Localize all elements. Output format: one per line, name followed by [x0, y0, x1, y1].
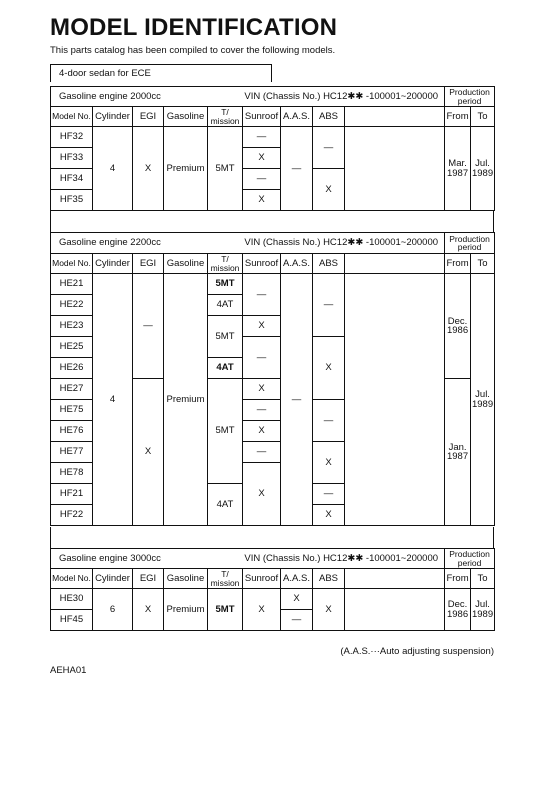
from-cell: Dec. 1986 [445, 274, 471, 379]
egi-cell: X [133, 379, 164, 526]
model-cell: HF45 [51, 610, 93, 631]
production-period-header: Production period [445, 549, 495, 569]
to-header: To [471, 569, 495, 589]
model-cell: HF35 [51, 190, 93, 211]
to-header: To [471, 107, 495, 127]
blank-column [345, 569, 445, 589]
model-cell: HE27 [51, 379, 93, 400]
egi-header: EGI [133, 107, 164, 127]
model-no-header: Model No. [51, 569, 93, 589]
transmission-cell: 4AT [208, 295, 243, 316]
from-cell: Mar. 1987 [445, 127, 471, 211]
aas-cell: — [281, 274, 313, 526]
egi-cell: X [133, 127, 164, 211]
body-type-label: 4-door sedan for ECE [50, 64, 272, 82]
sunroof-cell: — [243, 400, 281, 421]
abs-header: ABS [313, 254, 345, 274]
production-period-header: Production period [445, 233, 495, 254]
sunroof-cell: X [243, 316, 281, 337]
blank-cell [345, 274, 445, 526]
from-cell: Jan. 1987 [445, 379, 471, 526]
abs-cell: X [313, 337, 345, 400]
cylinder-header: Cylinder [93, 254, 133, 274]
vin-label: VIN (Chassis No.) HC12✱✱ -100001~200000 [208, 233, 445, 254]
sunroof-cell: — [243, 169, 281, 190]
abs-cell: X [313, 442, 345, 484]
cylinder-cell: 6 [93, 589, 133, 631]
spec-table-2200cc [50, 232, 495, 526]
egi-cell: X [133, 589, 164, 631]
egi-header: EGI [133, 569, 164, 589]
page-title: MODEL IDENTIFICATION [50, 14, 338, 41]
model-cell: HE77 [51, 442, 93, 463]
production-period-header: Production period [445, 87, 495, 107]
transmission-header: T/ mission [208, 107, 243, 127]
aas-header: A.A.S. [281, 254, 313, 274]
gasoline-cell: Premium [164, 274, 208, 526]
to-cell: Jul. 1989 [471, 127, 495, 211]
model-cell: HE30 [51, 589, 93, 610]
egi-header: EGI [133, 254, 164, 274]
model-cell: HE75 [51, 400, 93, 421]
abs-cell: X [313, 505, 345, 526]
sunroof-cell: X [243, 463, 281, 526]
model-cell: HE78 [51, 463, 93, 484]
transmission-cell: 5MT [208, 316, 243, 358]
from-cell: Dec. 1986 [445, 589, 471, 631]
transmission-cell: 5MT [208, 589, 243, 631]
spec-table-3000cc [50, 548, 495, 631]
abs-cell: — [313, 484, 345, 505]
gasoline-cell: Premium [164, 589, 208, 631]
to-header: To [471, 254, 495, 274]
model-no-header: Model No. [51, 254, 93, 274]
abs-cell: X [313, 169, 345, 211]
gasoline-cell: Premium [164, 127, 208, 211]
sunroof-header: Sunroof [243, 107, 281, 127]
sunroof-cell: — [243, 127, 281, 148]
blank-cell [345, 589, 445, 631]
egi-cell: — [133, 274, 164, 379]
abs-header: ABS [313, 107, 345, 127]
vin-label: VIN (Chassis No.) HC12✱✱ -100001~200000 [208, 549, 445, 569]
catalog-code: AEHA01 [50, 665, 87, 676]
sunroof-cell: — [243, 337, 281, 379]
model-cell: HF32 [51, 127, 93, 148]
model-cell: HF21 [51, 484, 93, 505]
engine-label: Gasoline engine 2000cc [51, 87, 208, 107]
to-cell: Jul. 1989 [471, 589, 495, 631]
spec-table-2000cc [50, 86, 495, 211]
model-cell: HE25 [51, 337, 93, 358]
to-cell: Jul. 1989 [471, 274, 495, 526]
page-subtitle: This parts catalog has been compiled to cover the following models. [50, 45, 336, 56]
sunroof-cell: X [243, 589, 281, 631]
transmission-cell: 4AT [208, 484, 243, 526]
sunroof-header: Sunroof [243, 569, 281, 589]
transmission-cell: 4AT [208, 358, 243, 379]
sunroof-header: Sunroof [243, 254, 281, 274]
sunroof-cell: X [243, 148, 281, 169]
gasoline-header: Gasoline [164, 569, 208, 589]
engine-label: Gasoline engine 3000cc [51, 549, 208, 569]
sunroof-cell: X [243, 190, 281, 211]
table-spacer [50, 527, 494, 548]
model-cell: HE76 [51, 421, 93, 442]
transmission-cell: 5MT [208, 127, 243, 211]
abs-cell: — [313, 274, 345, 337]
model-cell: HE23 [51, 316, 93, 337]
blank-column [345, 107, 445, 127]
model-cell: HE21 [51, 274, 93, 295]
transmission-header: T/ mission [208, 254, 243, 274]
model-cell: HE22 [51, 295, 93, 316]
from-header: From [445, 254, 471, 274]
transmission-cell: 5MT [208, 274, 243, 295]
model-cell: HE26 [51, 358, 93, 379]
abs-cell: — [313, 400, 345, 442]
transmission-cell: 5MT [208, 379, 243, 484]
gasoline-header: Gasoline [164, 107, 208, 127]
transmission-header: T/ mission [208, 569, 243, 589]
aas-footnote: (A.A.S.···Auto adjusting suspension) [340, 646, 494, 657]
blank-cell [345, 127, 445, 211]
table-spacer [50, 210, 494, 232]
aas-cell: — [281, 610, 313, 631]
abs-cell: X [313, 589, 345, 631]
model-no-header: Model No. [51, 107, 93, 127]
cylinder-cell: 4 [93, 127, 133, 211]
engine-label: Gasoline engine 2200cc [51, 233, 208, 254]
blank-column [345, 254, 445, 274]
from-header: From [445, 569, 471, 589]
aas-cell: X [281, 589, 313, 610]
cylinder-cell: 4 [93, 274, 133, 526]
abs-cell: — [313, 127, 345, 169]
sunroof-cell: — [243, 274, 281, 316]
model-cell: HF33 [51, 148, 93, 169]
model-cell: HF34 [51, 169, 93, 190]
gasoline-header: Gasoline [164, 254, 208, 274]
from-header: From [445, 107, 471, 127]
aas-header: A.A.S. [281, 569, 313, 589]
sunroof-cell: — [243, 442, 281, 463]
sunroof-cell: X [243, 379, 281, 400]
aas-header: A.A.S. [281, 107, 313, 127]
cylinder-header: Cylinder [93, 107, 133, 127]
model-cell: HF22 [51, 505, 93, 526]
abs-header: ABS [313, 569, 345, 589]
sunroof-cell: X [243, 421, 281, 442]
vin-label: VIN (Chassis No.) HC12✱✱ -100001~200000 [208, 87, 445, 107]
aas-cell: — [281, 127, 313, 211]
cylinder-header: Cylinder [93, 569, 133, 589]
